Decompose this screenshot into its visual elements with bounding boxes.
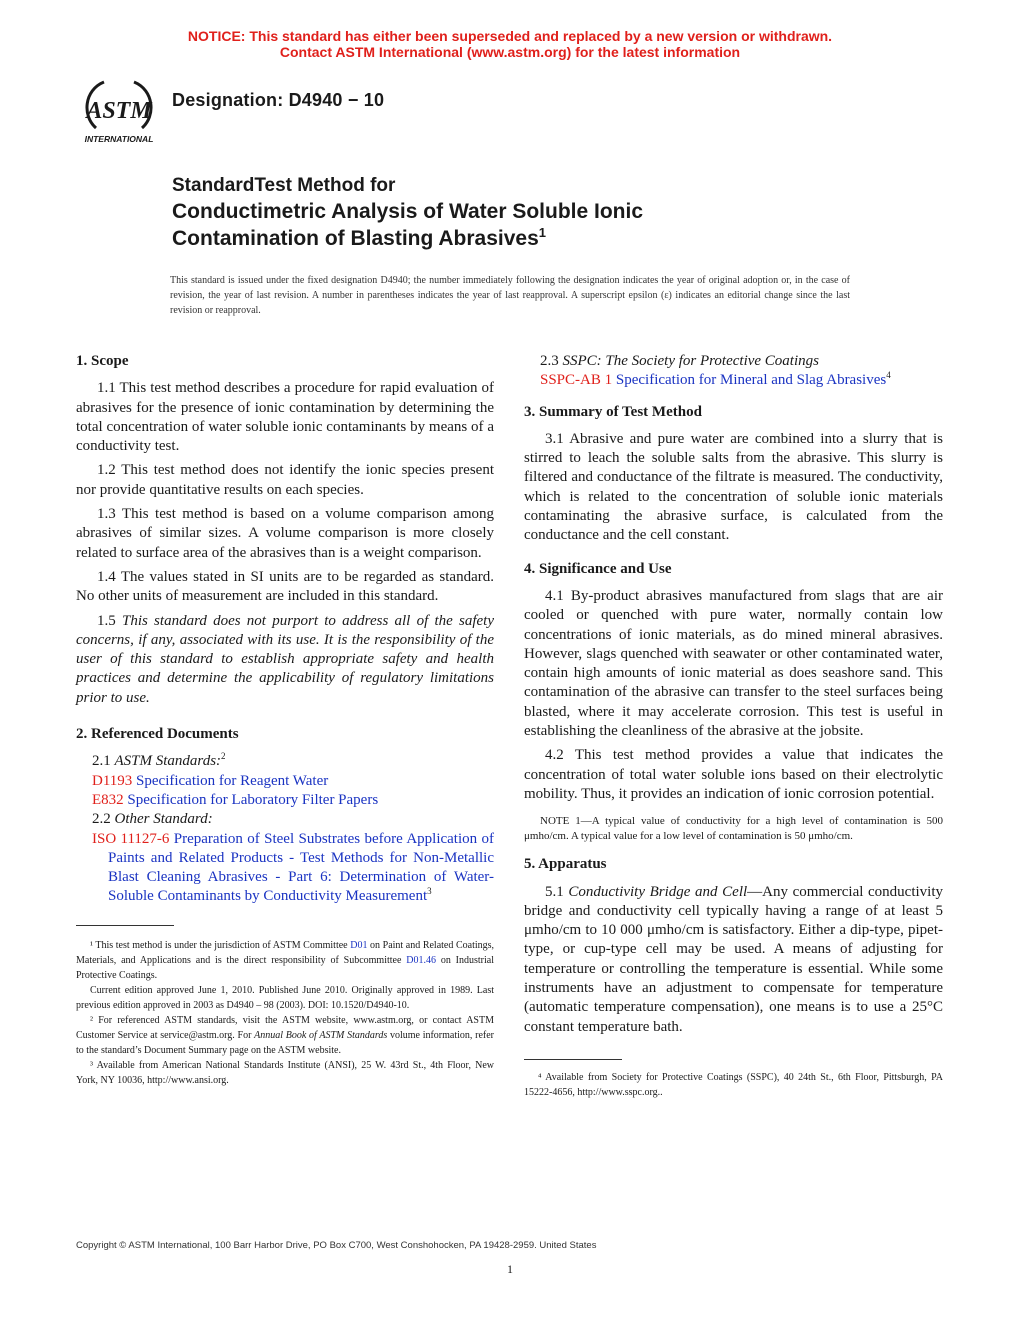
ref-e832-code[interactable]: E832 xyxy=(92,791,124,808)
copyright: Copyright © ASTM International, 100 Barr Harbor Drive, PO Box C700, West Conshohocken, PA 19428-2959. United States xyxy=(76,1240,597,1251)
ref-sspc-code[interactable]: SSPC-AB 1 xyxy=(540,372,613,389)
significance-4-2: 4.2 This test method provides a value that indicates the concentration of total water soluble ions based on their electrolytic mobility. Thus, it provides an indication of ionic corrosion potential. xyxy=(524,747,943,802)
designation: Designation: D4940 − 10 xyxy=(172,90,385,110)
ref-e832[interactable] xyxy=(76,791,494,810)
footnote-rule-right xyxy=(524,1059,622,1060)
astm-logo xyxy=(74,76,164,146)
footnote-1-c: on Industrial Protective Coatings. xyxy=(76,954,494,981)
apparatus-5-1-num: 5.1 xyxy=(545,883,569,900)
ref-iso-code[interactable]: ISO 11127-6 xyxy=(92,830,170,847)
notice-line-1: NOTICE: This standard has either been superseded and replaced by a new version or withdrawn. xyxy=(187,28,833,44)
title-line-3 xyxy=(172,225,852,252)
footnote-2-a: ² For referenced ASTM standards, visit the ASTM website, www.astm.org, or contact ASTM Customer Service at service@astm.org. For xyxy=(76,1014,494,1041)
page-number: 1 xyxy=(507,1262,513,1276)
refs-astm-num: 2.1 xyxy=(92,753,115,770)
refs-sspc-num: 2.3 xyxy=(540,353,563,369)
footnote-2-italic: Annual Book of ASTM Standards xyxy=(254,1029,388,1041)
scope-1-4: 1.4 The values stated in SI units are to be regarded as standard. No other units of measurement are included in this standard. xyxy=(76,568,494,605)
summary-heading: 3. Summary of Test Method xyxy=(524,403,702,420)
refs-astm-sup: 2 xyxy=(221,751,226,762)
title-line-2: Conductimetric Analysis of Water Soluble Ionic xyxy=(172,200,644,223)
notice-line-2: Contact ASTM International (www.astm.org) for the latest information xyxy=(279,44,741,60)
document-title xyxy=(172,174,852,252)
ref-iso-11127-6[interactable] xyxy=(76,830,494,907)
scope-1-5-text: This standard does not purport to address all of the safety concerns, if any, associated with its use. It is the responsibility of the user of this standard to establish appropriate safety and health practices and determine the applicability of regulatory limitations prior to use. xyxy=(76,612,495,706)
ref-e832-title[interactable]: Specification for Laboratory Filter Papers xyxy=(123,791,379,808)
title-line-1: StandardTest Method for xyxy=(172,175,396,196)
preface: This standard is issued under the fixed designation D4940; the number immediately following the designation indicates the year of original adoption or, in the case of revision, the year of last revision. A number in parentheses indicates the year of last reapproval. A superscript epsilon (ε) indicates an editorial change since the last revision or reapproval. xyxy=(170,275,850,316)
footnote-1 xyxy=(76,938,494,983)
footnote-3: ³ Available from American National Standards Institute (ANSI), 25 W. 43rd St., 4th Floor, New York, NY 10036, http://www.ansi.org. xyxy=(76,1059,494,1086)
refs-astm-label xyxy=(76,752,494,771)
refs-astm-label-text: ASTM Standards: xyxy=(114,753,222,770)
ref-iso-title[interactable]: Preparation of Steel Substrates before Application of Paints and Related Products - Test Methods for Non-Metallic Blast Cleaning Abrasives - Part 6: Determination of Water-Soluble Contaminants by Conductivity Measurement xyxy=(108,830,494,905)
significance-heading: 4. Significance and Use xyxy=(524,560,672,577)
scope-1-1: 1.1 This test method describes a procedure for rapid evaluation of abrasives for the presence of ionic contamination by determining the total concentration of water soluble ionic contaminants by means of a conductivity test. xyxy=(76,380,494,455)
ref-d1193-title[interactable]: Specification for Reagent Water xyxy=(132,772,329,789)
refs-sspc-label-text: SSPC: The Society for Protective Coatings xyxy=(562,353,819,369)
left-column xyxy=(76,352,494,1088)
refs-other-label-text: Other Standard: xyxy=(114,811,213,828)
refs-sspc-label xyxy=(524,352,943,371)
refs-other-label xyxy=(76,810,494,829)
ref-sspc-title[interactable]: Specification for Mineral and Slag Abrasives xyxy=(612,372,887,389)
footnotes-left xyxy=(76,938,494,1088)
ref-iso-sup: 3 xyxy=(427,886,432,897)
withdrawal-notice xyxy=(0,28,1020,60)
footnote-4: ⁴ Available from Society for Protective Coatings (SSPC), 40 24th St., 6th Floor, Pittsburgh, PA 15222-4656, http://www.sspc.org.. xyxy=(524,1071,943,1098)
logo-letters: ASTM xyxy=(86,98,152,124)
refs-other-num: 2.2 xyxy=(92,811,115,828)
scope-1-5 xyxy=(76,612,494,708)
footnote-1-link-d0146[interactable]: D01.46 xyxy=(406,954,436,966)
apparatus-5-1 xyxy=(524,883,943,1037)
scope-1-5-num: 1.5 xyxy=(97,612,122,629)
refs-heading: 2. Referenced Documents xyxy=(76,726,239,743)
footnote-2-b: volume information, refer to the standard’s Document Summary page on the ASTM website. xyxy=(76,1029,495,1056)
footnote-rule-left xyxy=(76,925,174,926)
ref-d1193-code[interactable]: D1193 xyxy=(92,772,133,789)
note-1: NOTE 1—A typical value of conductivity for a high level of contamination is 500 μmho/cm. A typical value for a low level of contamination is 50 μmho/cm. xyxy=(524,815,943,842)
footnote-1-b: on Paint and Related Coatings, Materials, and Applications and is the direct responsibility of Subcommittee xyxy=(76,939,495,966)
footnote-1-link-d01[interactable]: D01 xyxy=(350,939,368,951)
ref-d1193[interactable] xyxy=(76,772,494,791)
logo-international: INTERNATIONAL xyxy=(84,134,154,144)
footnote-2 xyxy=(76,1013,494,1058)
apparatus-5-1-text: —Any commercial conductivity bridge and conductivity cell typically having a range of at least 5 μmho/cm to 10 000 μmho/cm is satisfactory. Either a dip-type, pipet-type, or cup-type cell may be used. A means of adjusting for temperature or controlling the temperature is essential. While some instruments have an adjustment to compensate for temperature (automatic temperature compensation), one means is to use a 25°C constant temperature bath. xyxy=(524,883,943,1035)
summary-3-1: 3.1 Abrasive and pure water are combined into a slurry that is stirred to leach the soluble salts from the abrasive. This slurry is filtered and conductance of the filtrate is measured. The conductivity, which is related to the concentration of soluble ionic materials contaminating the abrasive surface, is calculated from the conductance and the cell constant. xyxy=(524,430,943,544)
footnotes-right xyxy=(524,1070,943,1100)
footnote-1-a: ¹ This test method is under the jurisdiction of ASTM Committee xyxy=(90,939,351,951)
ref-sspc-ab1[interactable] xyxy=(524,371,943,390)
footnote-1-current-edition: Current edition approved June 1, 2010. Published June 2010. Originally approved in 1989. Last previous edition approved in 2003 as D4940 – 98 (2003). DOI: 10.1520/D4940-10. xyxy=(76,984,494,1011)
significance-4-1: 4.1 By-product abrasives manufactured from slags that are air cooled or quenched with pure water, normally contain low concentrations of ionic materials, as do mined mineral abrasives. However, slags quenched with seawater or other contaminated water, contain high amounts of ionic material as does seashore sand. This contamination of the abrasive can transfer to the steel surfaces being blasted, where it may accelerate corrosion. This test is useful in establishing the cleanliness of the abrasive at the jobsite. xyxy=(524,587,943,740)
ref-sspc-sup: 4 xyxy=(886,370,891,381)
apparatus-5-1-label: Conductivity Bridge and Cell xyxy=(568,883,748,900)
title-line-3-text: Contamination of Blasting Abrasives xyxy=(172,227,539,250)
title-footnote-marker: 1 xyxy=(538,225,547,240)
scope-1-3: 1.3 This test method is based on a volume comparison among abrasives of similar sizes. A volume comparison is more closely related to surface area of the abrasives than is a weight comparison. xyxy=(76,506,494,561)
right-column xyxy=(524,352,943,1100)
scope-heading: 1. Scope xyxy=(76,353,129,369)
scope-1-2: 1.2 This test method does not identify the ionic species present nor provide quantitative results on each species. xyxy=(76,462,494,498)
apparatus-heading: 5. Apparatus xyxy=(524,856,607,873)
